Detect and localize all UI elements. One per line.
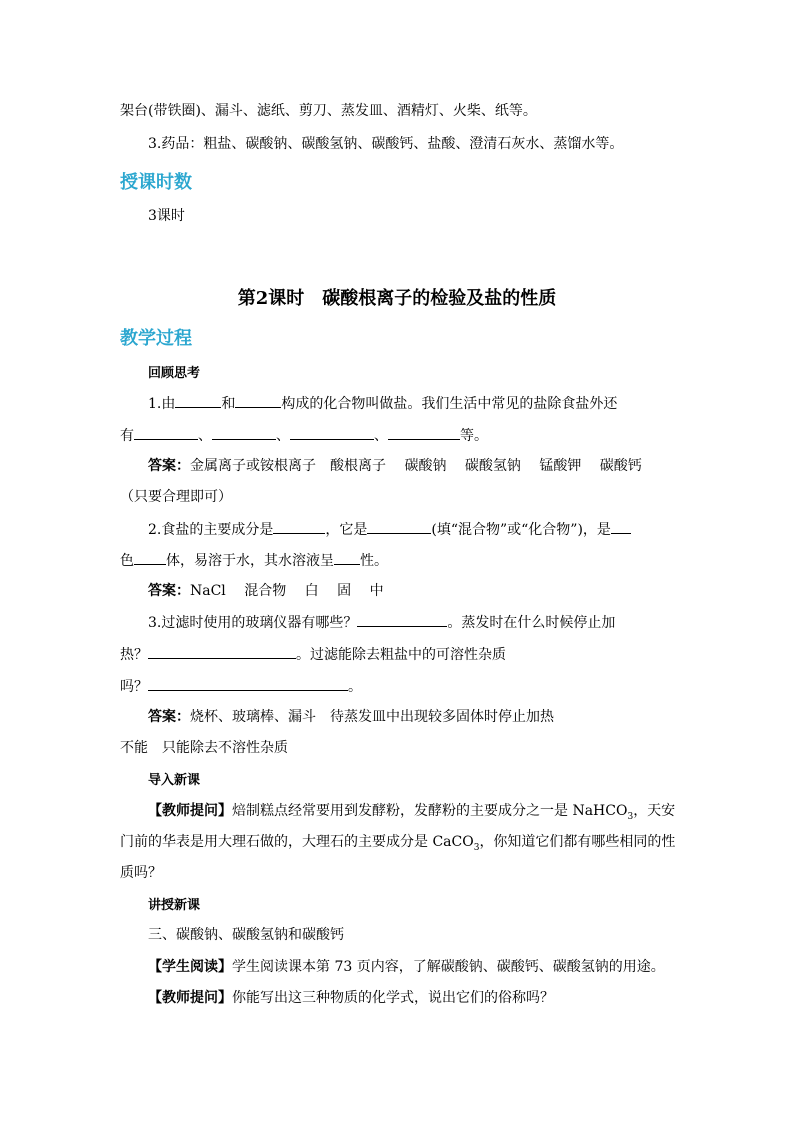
lecture-section: 三、碳酸钠、碳酸氢钠和碳酸钙 (148, 927, 344, 943)
blank[interactable] (611, 519, 631, 534)
blank[interactable] (357, 612, 447, 627)
answer-1-note: （只要合理即可） (120, 489, 232, 505)
intro-paragraph-line-2: 门前的华表是用大理石做的，大理石的主要成分是 CaCO$_3$，你知道它们都有哪些相同的性 (120, 834, 676, 853)
question-1-line-1: 1.由 和 构成的化合物叫做盐。我们生活中常见的盐除食盐外还 (148, 393, 617, 414)
intro-title: 导入新课 (148, 773, 201, 788)
hours-value: 3课时 (148, 208, 185, 224)
blank[interactable] (273, 519, 325, 534)
blank[interactable] (212, 425, 276, 440)
blank[interactable] (334, 550, 360, 565)
question-2-line-1: 2.食盐的主要成分是 ，它是 (填“混合物”或“化合物”)，是 (148, 519, 631, 540)
intro-paragraph-line-3: 质吗？ (120, 865, 162, 881)
answer-2: 答案：NaCl 混合物 白 固 中 (148, 583, 384, 599)
blank[interactable] (235, 393, 281, 408)
question-3-line-2: 热？ 。过滤能除去粗盐中的可溶性杂质 (120, 644, 506, 665)
blank[interactable] (388, 425, 460, 440)
materials-line-2: 3.药品：粗盐、碳酸钠、碳酸氢钠、碳酸钙、盐酸、澄清石灰水、蒸馏水等。 (148, 136, 624, 152)
review-title: 回顾思考 (148, 366, 201, 381)
lecture-title: 讲授新课 (148, 898, 201, 913)
blank[interactable] (175, 393, 221, 408)
answer-1: 答案：金属离子或铵根离子 酸根离子 碳酸钠 碳酸氢钠 锰酸钾 碳酸钙 (148, 458, 642, 474)
question-1-line-2: 有 、 、 、 等。 (120, 425, 488, 446)
blank[interactable] (367, 519, 431, 534)
hours-heading: 授课时数 (120, 172, 192, 193)
question-3-line-1: 3.过滤时使用的玻璃仪器有哪些？ 。蒸发时在什么时候停止加 (148, 612, 615, 633)
blank[interactable] (134, 425, 198, 440)
intro-paragraph-line-1: 【教师提问】焙制糕点经常要用到发酵粉，发酵粉的主要成分之一是 NaHCO$_3$，天安 (148, 803, 676, 822)
chapter-title: 第2课时 碳酸根离子的检验及盐的性质 (237, 288, 557, 309)
answer-3: 答案：烧杯、玻璃棒、漏斗 待蒸发皿中出现较多固体时停止加热 (148, 709, 554, 725)
student-reading: 【学生阅读】学生阅读课本第 73 页内容，了解碳酸钠、碳酸钙、碳酸氢钠的用途。 (148, 959, 665, 975)
blank[interactable] (148, 644, 296, 659)
materials-line-1: 架台(带铁圈)、漏斗、滤纸、剪刀、蒸发皿、酒精灯、火柴、纸等。 (120, 103, 537, 119)
question-2-line-2: 色 体，易溶于水，其水溶液呈 性。 (120, 550, 388, 571)
question-3-line-3: 吗？ 。 (120, 676, 362, 697)
blank[interactable] (134, 550, 166, 565)
teacher-question: 【教师提问】你能写出这三种物质的化学式，说出它们的俗称吗？ (148, 990, 554, 1006)
blank[interactable] (148, 676, 348, 691)
process-heading: 教学过程 (120, 328, 192, 349)
answer-3-line-2: 不能 只能除去不溶性杂质 (120, 740, 288, 756)
blank[interactable] (290, 425, 374, 440)
